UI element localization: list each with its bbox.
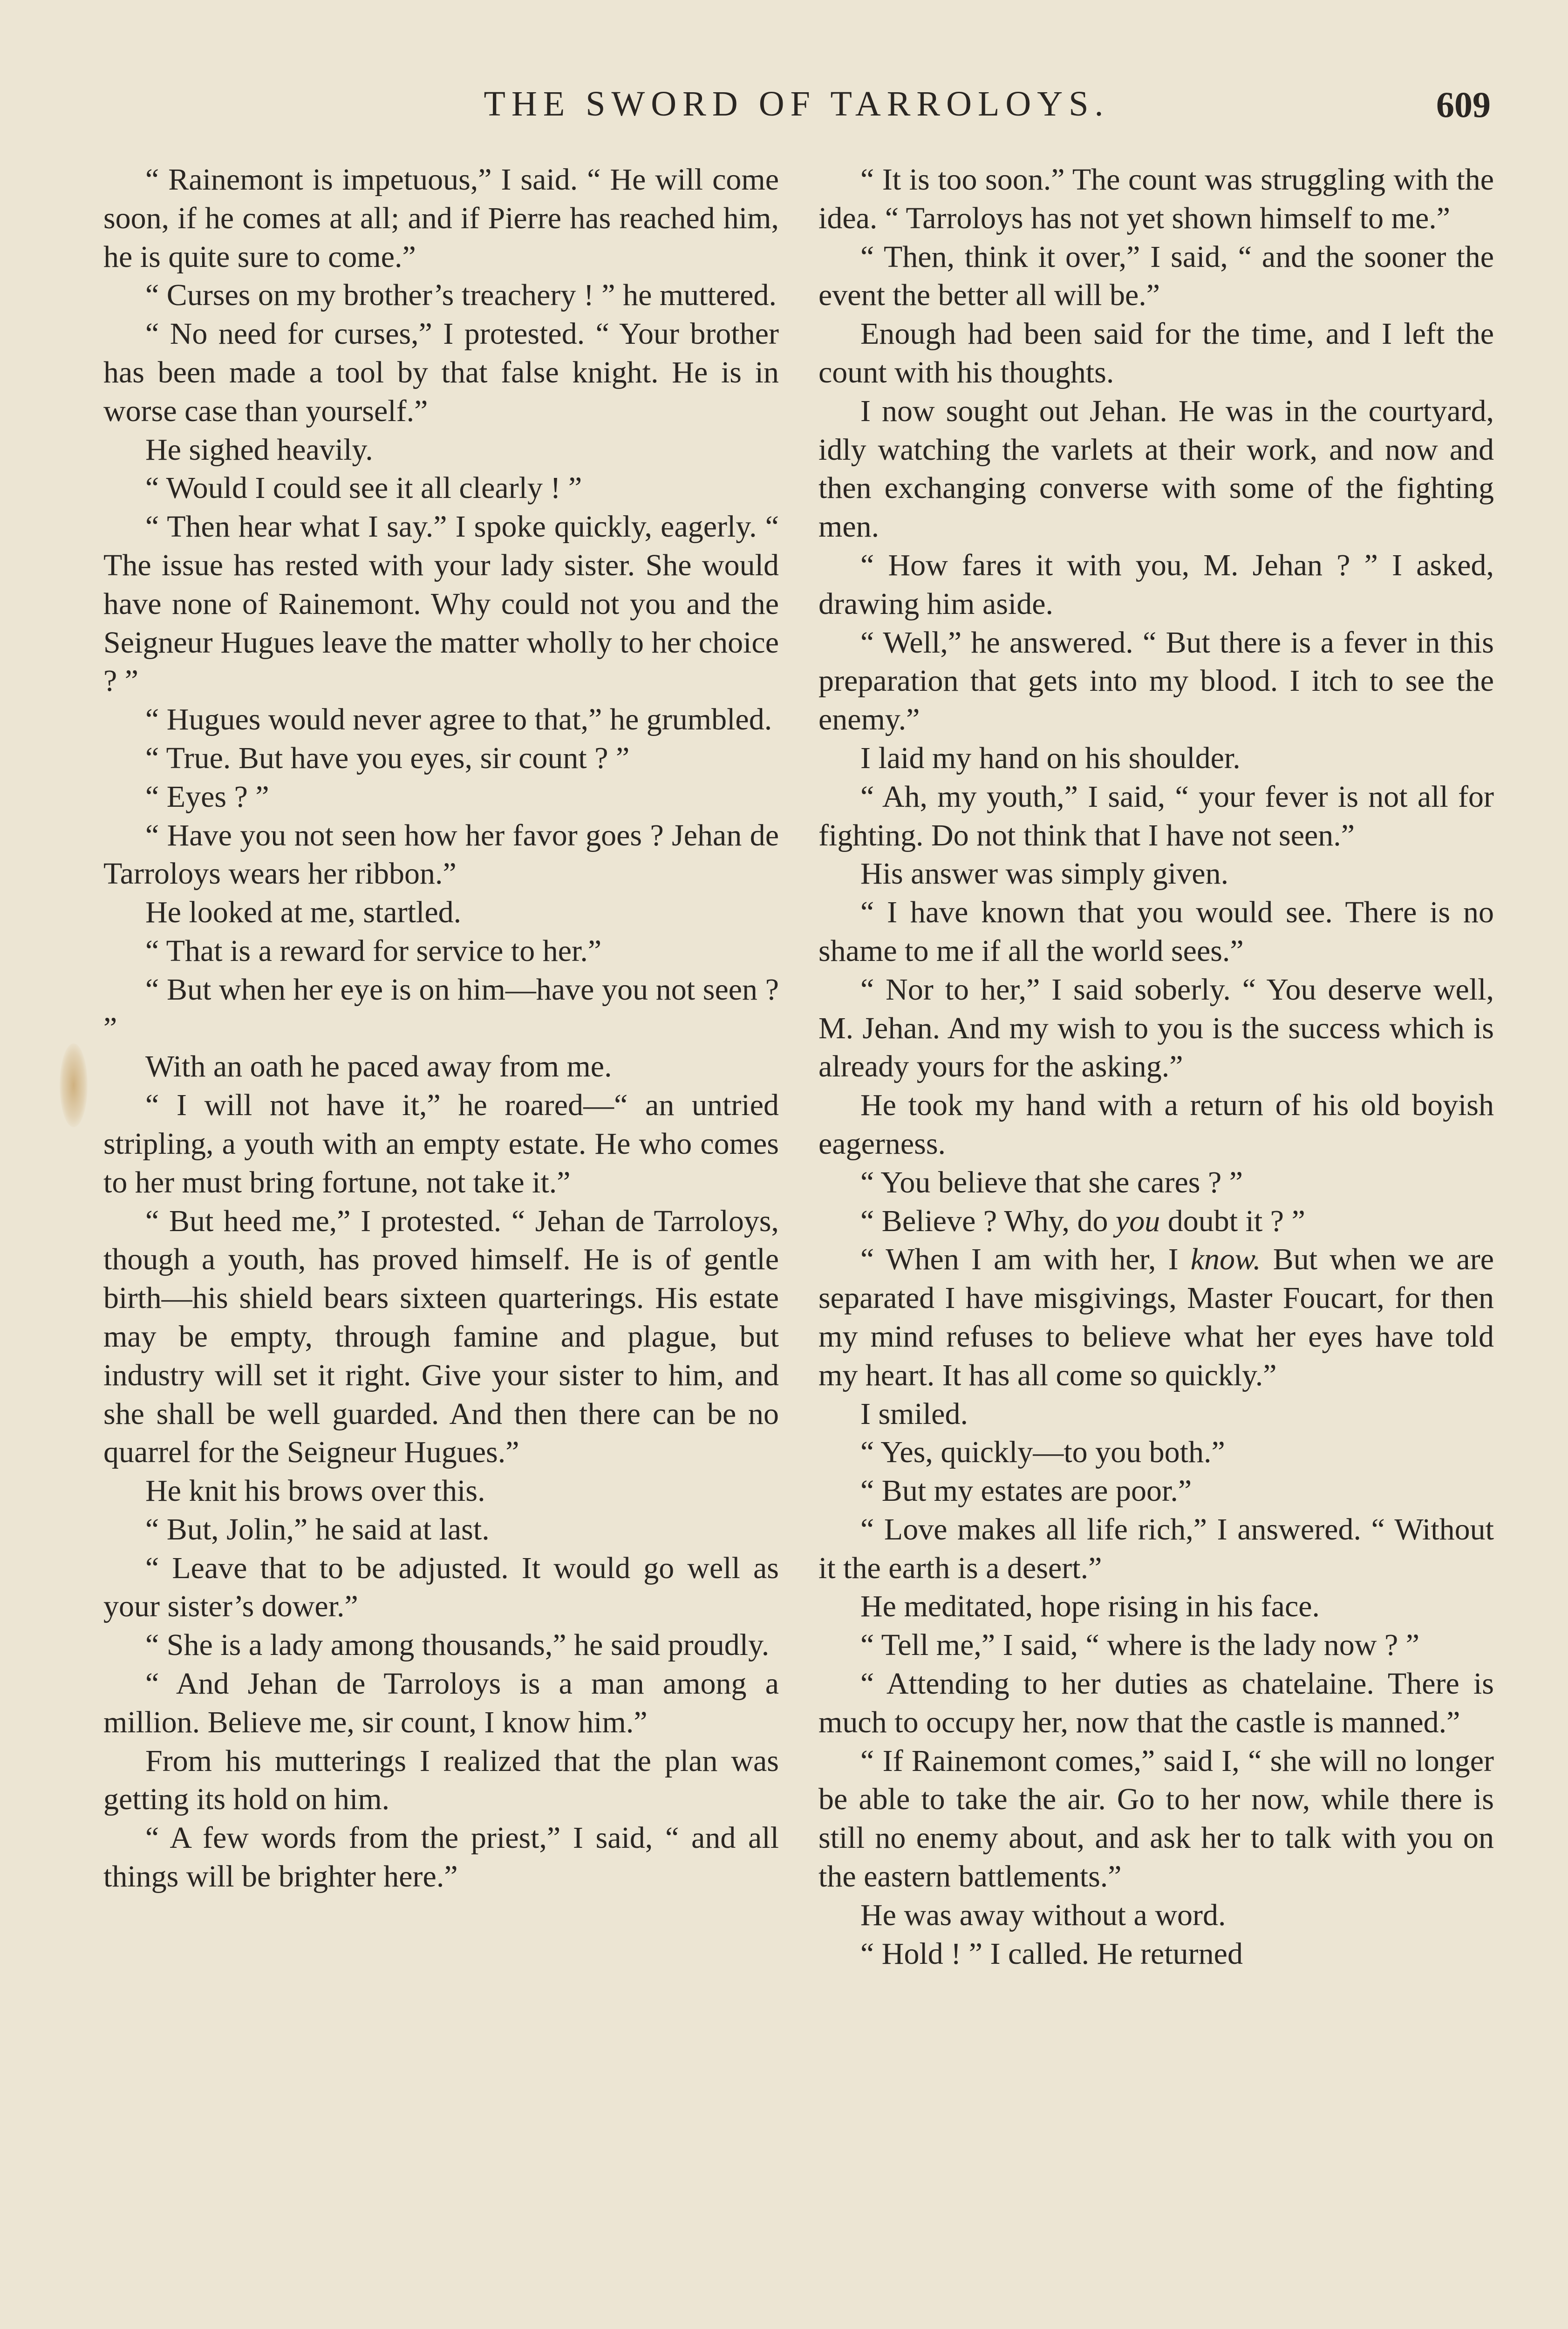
paragraph: With an oath he paced away from me. — [145, 1049, 612, 1084]
paragraph: His answer was simply given. — [860, 857, 1229, 891]
paragraph: “ I have known that you would see. There is no shame to me if all the world sees.” — [818, 895, 1494, 968]
text-run: doubt it ? ” — [1160, 1204, 1305, 1238]
italic-emphasis: know. — [1190, 1242, 1261, 1277]
paragraph: I smiled. — [860, 1396, 968, 1431]
paragraph: From his mutterings I realized that the plan was getting its hold on him. — [103, 1743, 779, 1817]
page-number: 609 — [1436, 84, 1491, 125]
running-header — [102, 84, 1491, 135]
paragraph: “ Yes, quickly—to you both.” — [860, 1435, 1225, 1470]
running-title: THE SWORD OF TARROLOYS. — [484, 84, 1110, 123]
paragraph: “ Ah, my youth,” I said, “ your fever is not all for fighting. Do not think that I have not seen.” — [818, 779, 1494, 852]
paragraph: “ But, Jolin,” he said at last. — [145, 1512, 490, 1546]
paragraph: He meditated, hope rising in his face. — [860, 1589, 1320, 1624]
paragraph: I now sought out Jehan. He was in the courtyard, idly watching the varlets at their work, and now and then exchanging converse with some of the fighting men. — [818, 394, 1494, 544]
paragraph: “ Love makes all life rich,” I answered. “ Without it the earth is a desert.” — [818, 1512, 1494, 1585]
paragraph: “ But heed me,” I protested. “ Jehan de Tarroloys, though a youth, has proved himself. He is of gentle birth—his shield bears sixteen quarterings. His estate may be empty, through famine and plague, but industry will set it right. Give your sister to him, and she shall be well guarded. And then there can be no quarrel for the Seigneur Hugues.” — [103, 1204, 779, 1470]
paragraph: “ Would I could see it all clearly ! ” — [145, 471, 582, 505]
foxing-stain — [60, 1043, 88, 1127]
text-run: “ Believe ? Why, do — [860, 1204, 1116, 1238]
paragraph: “ If Rainemont comes,” said I, “ she will no longer be able to take the air. Go to her now, while there is still no enemy about, and ask her to talk with you on the eastern battlements.” — [818, 1743, 1494, 1894]
paragraph: “ Rainemont is impetuous,” I said. “ He will come soon, if he comes at all; and if Pierre has reached him, he is quite sure to come.” — [103, 163, 779, 274]
text-run: “ When I am with her, I — [860, 1242, 1191, 1277]
paragraph: He sighed heavily. — [145, 432, 373, 467]
paragraph: “ But when her eye is on him—have you not seen ? ” — [103, 972, 779, 1045]
paragraph: “ But my estates are poor.” — [860, 1474, 1192, 1508]
paragraph: Enough had been said for the time, and I left the count with his thoughts. — [818, 317, 1494, 389]
paragraph — [818, 1202, 1494, 1241]
paragraph: “ Then, think it over,” I said, “ and the sooner the event the better all will be.” — [818, 239, 1494, 313]
paragraph: “ True. But have you eyes, sir count ? ” — [145, 741, 630, 775]
paragraph: He took my hand with a return of his old boyish eagerness. — [818, 1088, 1494, 1161]
paragraph: “ Well,” he answered. “ But there is a fever in this preparation that gets into my blood. I itch to see the enemy.” — [818, 625, 1494, 737]
paragraph — [818, 1240, 1494, 1395]
paragraph: “ Nor to her,” I said soberly. “ You deserve well, M. Jehan. And my wish to you is the success which is already yours for the asking.” — [818, 972, 1494, 1084]
paragraph: He looked at me, startled. — [145, 895, 462, 930]
paragraph: “ Attending to her duties as chatelaine. There is much to occupy her, now that the castle is manned.” — [818, 1667, 1494, 1739]
paragraph: “ It is too soon.” The count was struggling with the idea. “ Tarroloys has not yet shown himself to me.” — [818, 163, 1494, 235]
paragraph: He knit his brows over this. — [145, 1474, 485, 1508]
italic-emphasis: you — [1115, 1204, 1160, 1238]
paragraph: “ A few words from the priest,” I said, “ and all things will be brighter here.” — [103, 1821, 779, 1894]
paragraph: “ Hold ! ” I called. He returned — [860, 1936, 1243, 1971]
paragraph: “ She is a lady among thousands,” he said proudly. — [145, 1628, 770, 1662]
paragraph: “ Tell me,” I said, “ where is the lady now ? ” — [860, 1628, 1420, 1662]
paragraph: “ Then hear what I say.” I spoke quickly, eagerly. “ The issue has rested with your lady sister. She would have none of Rainemont. Why could not you and the Seigneur Hugues leave the matter wholly to her choice ? ” — [103, 510, 779, 698]
left-column — [103, 161, 779, 1896]
paragraph: “ Leave that to be adjusted. It would go well as your sister’s dower.” — [103, 1551, 779, 1624]
paragraph: “ How fares it with you, M. Jehan ? ” I asked, drawing him aside. — [818, 548, 1494, 621]
paragraph: He was away without a word. — [860, 1898, 1226, 1932]
right-column — [818, 161, 1494, 1973]
paragraph: “ Hugues would never agree to that,” he grumbled. — [145, 702, 772, 737]
paragraph: “ You believe that she cares ? ” — [860, 1165, 1243, 1199]
paragraph: “ Have you not seen how her favor goes ? Jehan de Tarroloys wears her ribbon.” — [103, 818, 779, 891]
paragraph: “ I will not have it,” he roared—“ an untried stripling, a youth with an empty estate. He who comes to her must bring fortune, not take it.” — [103, 1088, 779, 1199]
paragraph: “ That is a reward for service to her.” — [145, 933, 602, 968]
paragraph: “ Eyes ? ” — [145, 779, 269, 814]
paragraph: “ And Jehan de Tarroloys is a man among a million. Believe me, sir count, I know him.” — [103, 1667, 779, 1739]
paragraph: I laid my hand on his shoulder. — [860, 741, 1241, 775]
paragraph: “ Curses on my brother’s treachery ! ” he muttered. — [145, 278, 777, 313]
paragraph: “ No need for curses,” I protested. “ Your brother has been made a tool by that false knight. He is in worse case than yourself.” — [103, 317, 779, 428]
text-run: But when we are separated I have misgivings, Master Foucart, for then my mind refuses to believe what her eyes have told my heart. It has all come so quickly.” — [818, 1242, 1494, 1392]
